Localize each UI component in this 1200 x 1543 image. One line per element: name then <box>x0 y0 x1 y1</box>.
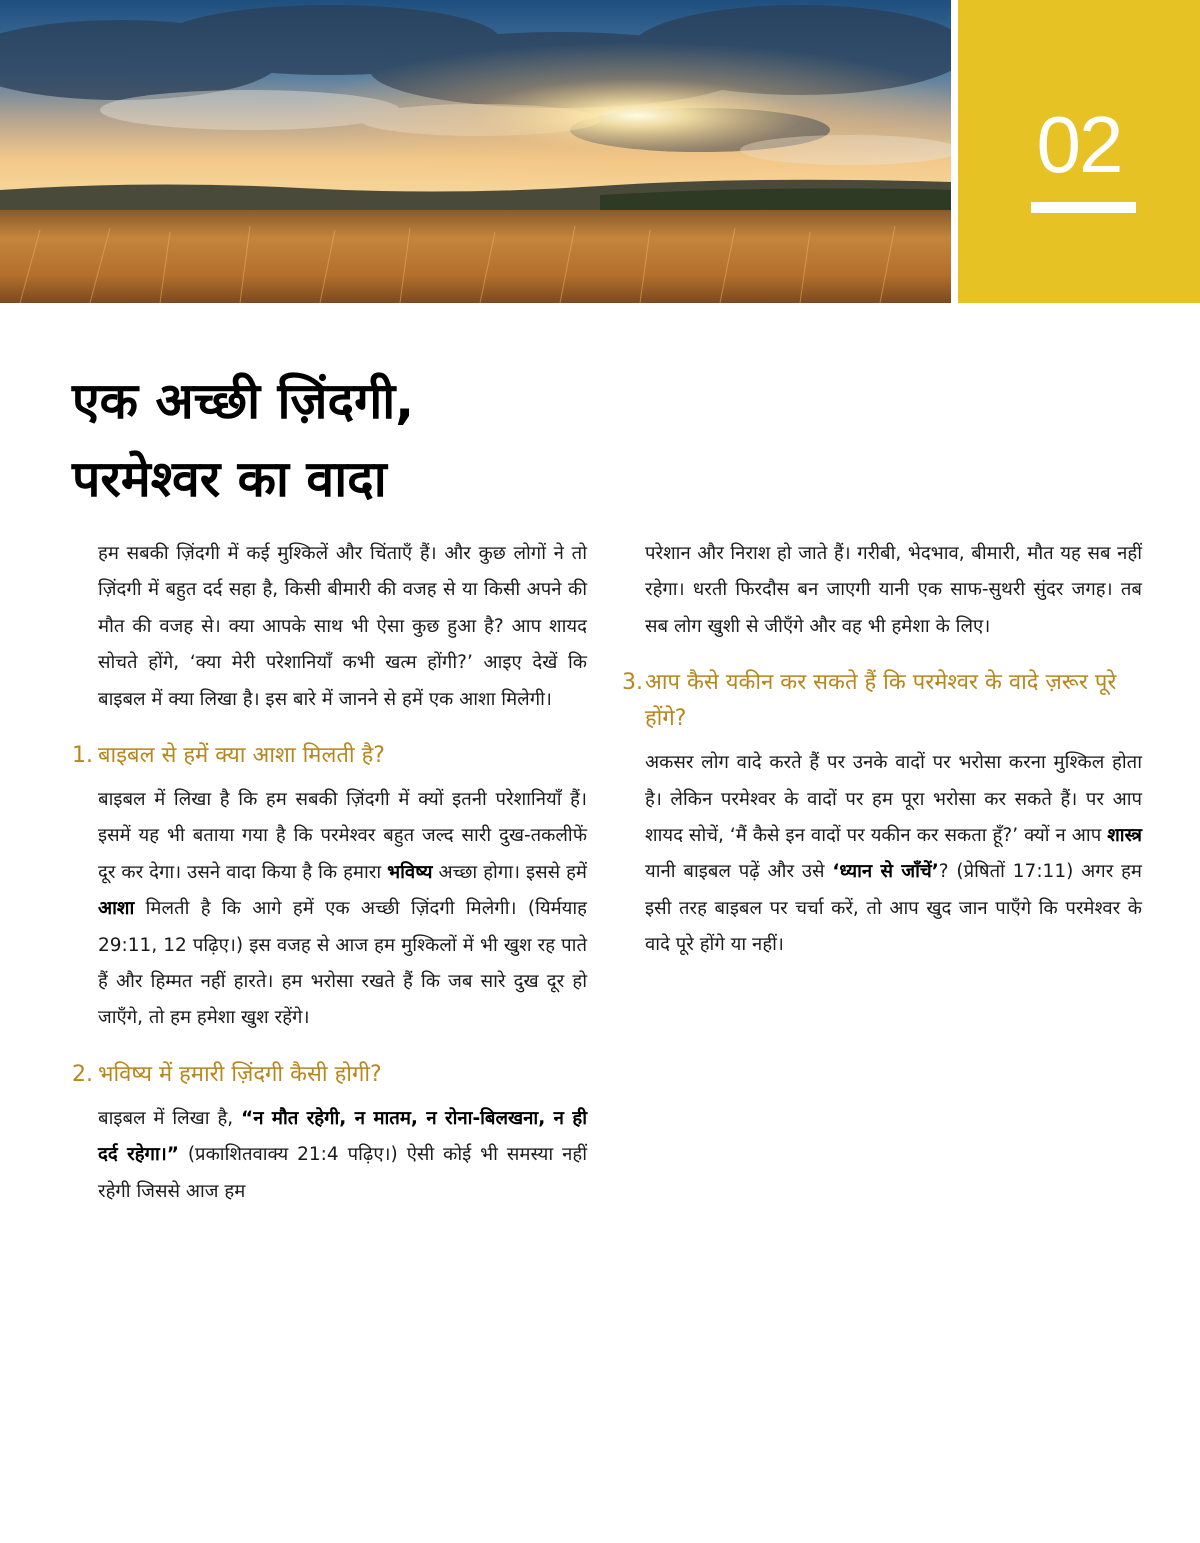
answer-1-bold-hope: आशा <box>98 898 135 920</box>
answer-1-text-c: मिलती है कि आगे हमें एक अच्छी ज़िंदगी मिलेगी। (यिर्मयाह 29:11, 12 पढ़िए।) इस वजह से आज हम मुश्किलों में भी खुश रह पाते हैं और हिम्मत नहीं हारते। हम भरोसा रखते हैं कि जब सारे दुख दूर हो जाएँगे, तो हम हमेशा खुश रहेंगे। <box>98 898 587 1029</box>
question-2-text: भविष्य में हमारी ज़िंदगी कैसी होगी? <box>98 1061 382 1087</box>
question-1-text: बाइबल से हमें क्या आशा मिलती है? <box>98 743 385 769</box>
lesson-number: 02 <box>1036 100 1122 189</box>
answer-2-paragraph-part-1 <box>98 1101 587 1210</box>
left-column <box>72 536 587 1210</box>
answer-2-text-a: बाइबल में लिखा है, <box>98 1107 242 1129</box>
answer-2-paragraph-part-2: परेशान और निराश हो जाते हैं। गरीबी, भेदभाव, बीमारी, मौत यह सब नहीं रहेगा। धरती फिरदौस बन जाएगी यानी एक साफ-सुथरी सुंदर जगह। तब सब लोग खुशी से जीएँगे और वह भी हमेशा के लिए। <box>645 543 1142 637</box>
answer-3-bold-scripture: शास्त्र <box>1107 825 1142 847</box>
answer-3-text-c: ? (प्रेषितों 17:11) अगर हम इसी तरह बाइबल पर चर्चा करें, तो आप खुद जान पाएँगे कि परमेश्वर के वादे पूरे होंगे या नहीं। <box>645 861 1142 956</box>
answer-3-bold-examine: ‘ध्यान से जाँचें’ <box>832 861 939 883</box>
question-3-text: आप कैसे यकीन कर सकते हैं कि परमेश्वर के वादे ज़रूर पूरे होंगे? <box>645 670 1117 732</box>
answer-3-paragraph <box>645 745 1142 963</box>
answer-1-text-a: बाइबल में लिखा है कि हम सबकी ज़िंदगी में क्यों इतनी परेशानियाँ हैं। इसमें यह भी बताया गया है कि परमेश्वर बहुत जल्द सारी दुख-तकलीफें दूर कर देगा। उसने वादा किया है कि हमारा <box>98 789 587 883</box>
answer-2-bold-quote: “न मौत रहेगी, न मातम, न रोना-बिलखना, न ही दर्द रहेगा।” <box>98 1107 587 1166</box>
question-2-number: 2. <box>72 1061 93 1087</box>
answer-1-paragraph <box>98 782 587 1037</box>
lesson-number-underline <box>1031 202 1136 213</box>
answer-1-bold-future: भविष्य <box>387 861 433 883</box>
hero-photo <box>0 0 951 303</box>
page-title-line-2: परमेश्वर का वादा <box>72 450 387 508</box>
right-column <box>622 536 1142 964</box>
answer-2-text-b: (प्रकाशितवाक्य 21:4 पढ़िए।) ऐसी कोई भी समस्या नहीं रहेगी जिससे आज हम <box>98 1144 587 1202</box>
page-title <box>72 362 414 518</box>
answer-3-text-b: यानी बाइबल पढ़ें और उसे <box>645 861 833 883</box>
answer-3-text-a: अकसर लोग वादे करते हैं पर उनके वादों पर भरोसा करना मुश्किल होता है। लेकिन परमेश्वर के वादों पर हम पूरा भरोसा कर सकते हैं। पर आप शायद सोचें, ‘मैं कैसे इन वादों पर यकीन कर सकता हूँ?’ क्यों न आप <box>645 752 1142 847</box>
question-2-heading <box>72 1057 587 1093</box>
question-3-number: 3. <box>622 670 643 696</box>
question-1-heading <box>72 738 587 774</box>
page-title-line-1: एक अच्छी ज़िंदगी, <box>72 372 415 430</box>
question-1-number: 1. <box>72 743 93 769</box>
answer-1-text-b: अच्छा होगा। इससे हमें <box>432 861 587 883</box>
lesson-number-panel <box>958 0 1200 303</box>
wheat-field-sunset-photo <box>0 0 951 303</box>
intro-paragraph: हम सबकी ज़िंदगी में कई मुश्किलें और चिंताएँ हैं। और कुछ लोगों ने तो ज़िंदगी में बहुत दर्द सहा है, किसी बीमारी की वजह से या किसी अपने की मौत की वजह से। क्या आपके साथ भी ऐसा कुछ हुआ है? आप शायद सोचते होंगे, ‘क्या मेरी परेशानियाँ कभी खत्म होंगी?’ आइए देखें कि बाइबल में क्या लिखा है। इस बारे में जानने से हमें एक आशा मिलेगी। <box>98 543 587 710</box>
question-3-heading <box>622 665 1142 737</box>
